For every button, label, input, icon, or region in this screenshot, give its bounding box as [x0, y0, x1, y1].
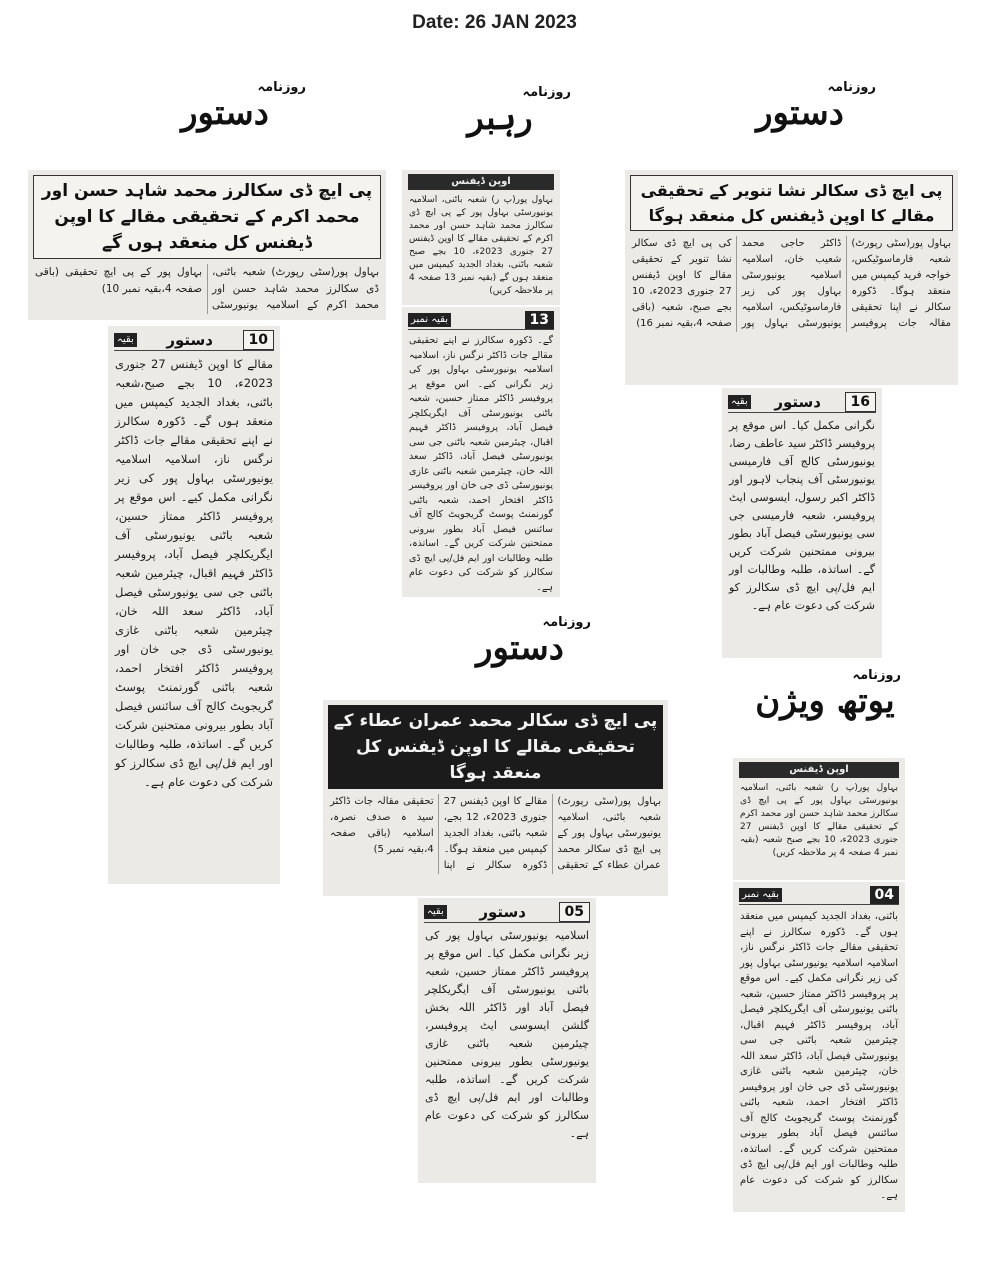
masthead-youth-vision: [745, 668, 905, 719]
clipping-body: بہاول پور(سٹی رپورٹ) شعبہ باٹنی، اسلامیہ یونیورسٹی بہاول پور کے پی ایچ ڈی سکالر محمد عمران عطاء کے تحقیقی مقالے کا اوپن ڈیفنس 27 جنوری 2023ء، 12 بجے، شعبہ باٹنی، بغداد الجدید کیمپس میں منعقد ہوگا۔ ڈکورہ سکالر نے اپنا تحقیقی مقالہ جات ڈاکٹر سید ہ صدف نصرہ، اسلامیہ (باقی صفحہ 4،بقیہ نمبر 5): [330, 796, 661, 871]
masthead-name: دستور: [181, 93, 269, 133]
paper-name: دستور: [166, 331, 213, 349]
paper-name: دستور: [479, 903, 526, 921]
clipping-youth-vision-continued: [733, 882, 905, 1212]
baqia-label: بقیہ نمبر: [739, 888, 782, 902]
clipping-dastoor-center-continued: [418, 898, 596, 1183]
clipping-headline: پی ایچ ڈی سکالر محمد عمران عطاء کے تحقیقی مقالے کا اوپن ڈیفنس کل منعقد ہوگا: [328, 705, 663, 789]
clipping-youth-vision: [733, 758, 905, 880]
page-number-badge: 10: [243, 330, 274, 350]
clipping-headline: پی ایچ ڈی سکالرز محمد شاہد حسن اور محمد اکرم کے تحقیقی مقالے کا اوپن ڈیفنس کل منعقد ہوں گے: [33, 175, 381, 259]
section-tag: اوپن ڈیفنس: [739, 762, 899, 778]
masthead-name: رہبر: [467, 98, 533, 138]
masthead-dastoor-left: [140, 80, 310, 131]
continuation-header: [739, 886, 899, 905]
masthead-sub: روزنامہ: [522, 85, 571, 100]
continuation-header: [408, 311, 554, 330]
masthead-sub: روزنامہ: [852, 668, 901, 683]
clipping-body: بہاول پور(سٹی رپورٹ) شعبہ فارماسوٹیکس، خواجہ فرید کیمپس میں منعقد ہوگا۔ ڈکورہ سکالر نے اپنا تحقیقی مقالہ جات پروفیسر ڈاکٹر حاجی محمد شعیب خان، اسلامیہ اسلامیہ یونیورسٹی بہاول پور کی زیر فارماسوٹیکس، اسلامیہ یونیورسٹی بہاول پور کی پی ایچ ڈی سکالر نشا تنویر کے تحقیقی مقالے کا اوپن ڈیفنس 27 جنوری 2023ء، 10 بجے صبح، شعبہ (باقی صفحہ 4،بقیہ نمبر 16): [632, 238, 951, 329]
paper-name: دستور: [774, 393, 821, 411]
page-number-badge: 05: [559, 902, 590, 922]
clipping-body: بہاول پور(پ ر) شعبہ باٹنی، اسلامیہ یونیورسٹی بہاول پور کے پی ایچ ڈی سکالرز محمد شاہد حسن اور محمد اکرم کے تحقیقی مقالے کا اوپن ڈیفنس 27 جنوری 2023ء، 10 بجے صبح شعبہ (بقیہ نمبر 4 صفحہ 4 پر ملاحظہ کریں): [740, 783, 898, 858]
masthead-name: دستور: [476, 628, 564, 668]
masthead-dastoor-right: [720, 80, 880, 131]
clipping-dastoor-left: [28, 170, 386, 320]
page-number-badge: 04: [870, 886, 899, 904]
masthead-dastoor-center: [445, 615, 595, 666]
clipping-body: مقالے کا اوپن ڈیفنس 27 جنوری 2023ء، 10 بجے صبح،شعبہ باٹنی، بغداد الجدید کیمپس میں منعقد ہوں گے۔ ڈکورہ سکالرز نے اپنے تحقیقی مقالے جات ڈاکٹر نرگس ناز، اسلامیہ اسلامیہ یونیورسٹی بہاول پور کی زیر نگرانی مکمل کیے۔ اس موقع پر پروفیسر ڈاکٹر ممتاز حسین، شعبہ باٹنی یونیورسٹی آف ایگریکلچر فیصل آباد، پروفیسر ڈاکٹر فہیم اقبال، چیئرمین شعبہ باٹنی جی سی یونیورسٹی فیصل آباد، ڈاکٹر سعد اللہ خان، چیئرمین شعبہ باٹنی غازی یونیورسٹی ڈی جی خان اور پروفیسر ڈاکٹر افتخار احمد، شعبہ باٹنی گورنمنٹ پوسٹ گریجویٹ کالج آف سائنس فیصل آباد بطور بیرونی ممتحنین شرکت کریں گے۔ اساتذہ، طلبہ وطالبات اور ایم فل/پی ایچ ڈی سکالرز کو شرکت کی دعوت عام ہے۔: [115, 357, 273, 789]
clipping-body: بہاول پور(سٹی رپورٹ) شعبہ باٹنی، ڈی سکالرز محمد شاہد حسن اور محمد اکرم کے اسلامیہ یونیورسٹی بہاول پور کے پی ایچ تحقیقی (باقی صفحہ 4،بقیہ نمبر 10): [35, 266, 379, 311]
clipping-date: Date: 26 JAN 2023: [412, 12, 577, 33]
masthead-sub: روزنامہ: [257, 80, 306, 95]
section-tag: اوپن ڈیفنس: [408, 174, 554, 190]
clipping-dastoor-right-continued: [722, 388, 882, 658]
clipping-rahbar: [402, 170, 560, 305]
page-number-badge: 13: [525, 311, 554, 329]
masthead-sub: روزنامہ: [827, 80, 876, 95]
continuation-header: [728, 392, 876, 413]
clipping-body: باٹنی، بغداد الجدید کیمپس میں منعقد ہوں گے۔ ڈکورہ سکالرز نے اپنے تحقیقی مقالے جات ڈاکٹر نرگس ناز، اسلامیہ اسلامیہ یونیورسٹی بہاول پور کی زیر نگرانی مکمل کیے۔ اس موقع پر پروفیسر ڈاکٹر ممتاز حسین، شعبہ باٹنی یونیورسٹی آف ایگریکلچر فیصل آباد، پروفیسر ڈاکٹر فہیم اقبال، چیئرمین شعبہ باٹنی جی سی یونیورسٹی فیصل آباد، ڈاکٹر سعد اللہ خان، چیئرمین شعبہ باٹنی غازی یونیورسٹی ڈی جی خان اور پروفیسر ڈاکٹر افتخار احمد، شعبہ باٹنی گورنمنٹ پوسٹ گریجویٹ کالج آف سائنس فیصل آباد بطور بیرونی ممتحنین شرکت کریں گے۔ اساتذہ، طلبہ وطالبات اور ایم فل/پی ایچ ڈی سکالرز کو شرکت کی دعوت عام ہے۔: [740, 911, 898, 1201]
baqia-label: بقیہ نمبر: [408, 313, 451, 327]
page-number-badge: 16: [845, 392, 876, 412]
clipping-body: اسلامیہ یونیورسٹی بہاول پور کی زیر نگرانی مکمل کیا۔ اس موقع پر پروفیسر ڈاکٹر ممتاز حسین، شعبہ باٹنی یونیورسٹی آف ایگریکلچر فیصل آباد اور ڈاکٹر اللہ بخش گلشن ایسوسی ایٹ پروفیسر، چیئرمین شعبہ باٹنی غازی یونیورسٹی بطور بیرونی ممتحنین شرکت کریں گے۔ اساتذہ، طلبہ وطالبات اور ایم فل/پی ایچ ڈی سکالرز کو شرکت کی دعوت عام ہے۔: [425, 929, 589, 1140]
clipping-dastoor-left-continued: [108, 326, 280, 884]
clipping-dastoor-center: [323, 700, 668, 896]
clipping-body: نگرانی مکمل کیا۔ اس موقع پر پروفیسر ڈاکٹر سید عاطف رضا، یونیورسٹی کالج آف فارمیسی یونیورسٹی آف پنجاب لاہور اور ڈاکٹر اکبر رسول، ایسوسی ایٹ پروفیسر، شعبہ فارمیسی جی سی یونیورسٹی فیصل آباد بطور بیرونی ممتحنین شرکت کریں گے۔ اساتذہ، طلبہ وطالبات اور ایم فل/پی ایچ ڈی سکالرز کو شرکت کی دعوت عام ہے۔: [729, 419, 875, 612]
baqia-label: بقیہ: [424, 905, 447, 919]
clipping-body: بہاول پور(پ ر) شعبہ باٹنی، اسلامیہ یونیورسٹی بہاول پور کے پی ایچ ڈی سکالرز محمد شاہد حسن اور محمد اکرم کے تحقیقی مقالے کا اوپن ڈیفنس 27 جنوری 2023ء، 10 بجے صبح شعبہ باٹنی، بغداد الجدید کیمپس میں منعقد ہوں گے (بقیہ نمبر 13 صفحہ 4 پر ملاحظہ کریں): [409, 195, 554, 296]
masthead-rahbar: [425, 85, 575, 136]
clipping-headline: پی ایچ ڈی سکالر نشا تنویر کے تحقیقی مقالے کا اوپن ڈیفنس کل منعقد ہوگا: [630, 175, 953, 231]
masthead-sub: روزنامہ: [542, 615, 591, 630]
masthead-name: یوتھ ویژن: [755, 681, 895, 721]
clipping-rahbar-continued: [402, 307, 560, 597]
continuation-header: [114, 330, 274, 351]
continuation-header: [424, 902, 590, 923]
baqia-label: بقیہ: [728, 395, 751, 409]
clipping-dastoor-right: [625, 170, 958, 385]
masthead-name: دستور: [756, 93, 844, 133]
clipping-body: گے۔ ڈکورہ سکالرز نے اپنے تحقیقی مقالے جات ڈاکٹر نرگس ناز، اسلامیہ اسلامیہ یونیورسٹی بہاول پور کی زیر نگرانی کیے۔ اس موقع پر پروفیسر ڈاکٹر ممتاز حسین، شعبہ باٹنی یونیورسٹی آف ایگریکلچر فیصل آباد، پروفیسر ڈاکٹر فہیم اقبال، چیئرمین شعبہ باٹنی جی سی یونیورسٹی فیصل آباد، ڈاکٹر سعد اللہ خان، چیئرمین شعبہ باٹنی غازی یونیورسٹی ڈی جی خان اور پروفیسر ڈاکٹر افتخار احمد، شعبہ باٹنی گورنمنٹ پوسٹ گریجویٹ کالج آف سائنس فیصل آباد بطور بیرونی ممتحنین شرکت کریں گے۔ اساتذہ، طلبہ وطالبات اور ایم فل/پی ایچ ڈی سکالرز کو شرکت کی دعوت عام ہے۔: [409, 335, 553, 593]
baqia-label: بقیہ: [114, 333, 137, 347]
